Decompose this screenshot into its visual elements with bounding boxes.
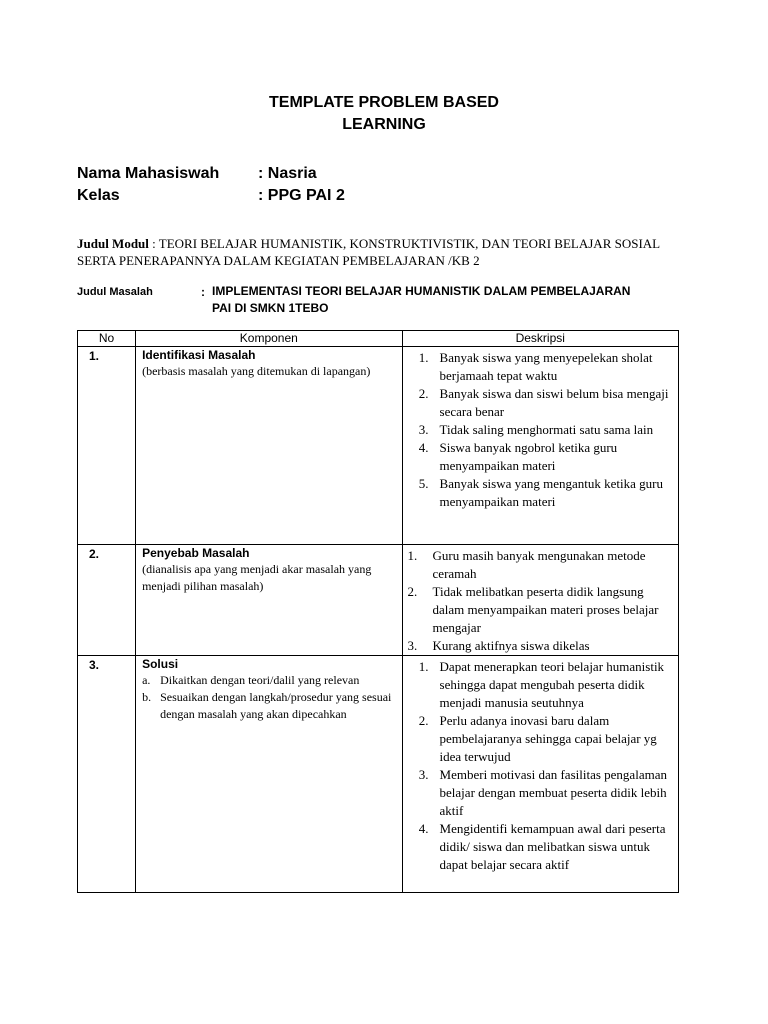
- header-komponen: Komponen: [136, 331, 402, 347]
- komponen-title: Penyebab Masalah: [142, 546, 250, 560]
- komponen-list: [142, 672, 397, 723]
- komponen-subtitle: (dianalisis apa yang menjadi akar masalah yang menjadi pilihan masalah): [142, 562, 372, 593]
- problem-title-label: Judul Masalah: [77, 286, 153, 298]
- header-deskripsi: Deskripsi: [402, 331, 678, 347]
- document-title-line1: TEMPLATE PROBLEM BASED: [269, 94, 499, 111]
- list-item: 5. Banyak siswa yang mengantuk ketika guru menyampaikan materi: [418, 476, 664, 509]
- deskripsi-cell: [402, 347, 678, 545]
- list-item: 4. Siswa banyak ngobrol ketika guru menyampaikan materi: [418, 440, 618, 473]
- module-title-text: : TEORI BELAJAR HUMANISTIK, KONSTRUKTIVISTIK, DAN TEORI BELAJAR SOSIAL SERTA PENERAPANNYA DALAM KEGIATAN PEMBELAJARAN /KB 2: [77, 236, 660, 268]
- student-name-value: : Nasria: [258, 165, 317, 182]
- list-item: 2. Banyak siswa dan siswi belum bisa mengaji secara benar: [418, 386, 669, 419]
- list-item: b. Sesuaikan dengan langkah/prosedur yang sesuai dengan masalah yang akan dipecahkan: [142, 690, 392, 721]
- deskripsi-list: [407, 658, 676, 874]
- deskripsi-list: [407, 547, 676, 655]
- problem-title-text: IMPLEMENTASI TEORI BELAJAR HUMANISTIK DALAM PEMBELAJARAN PAI DI SMKN 1TEBO: [212, 284, 631, 315]
- komponen-cell: [136, 656, 402, 893]
- list-item: 2. Perlu adanya inovasi baru dalam pembelajaranya sehingga capai belajar yg idea terwujud: [418, 713, 657, 764]
- list-item: 1. Dapat menerapkan teori belajar humanistik sehingga dapat mengubah peserta didik menjadi manusia seutuhnya: [418, 659, 665, 710]
- module-title: [77, 235, 687, 269]
- class-label: Kelas: [77, 187, 120, 204]
- table-row: [78, 347, 679, 545]
- row-number: 1.: [78, 347, 136, 545]
- komponen-subtitle: (berbasis masalah yang ditemukan di lapangan): [142, 364, 371, 378]
- table-header-row: [78, 331, 679, 347]
- list-item: 4. Mengidentifi kemampuan awal dari peserta didik/ siswa dan melibatkan siswa untuk dapat belajar secara aktif: [418, 821, 666, 872]
- list-item: a. Dikaitkan dengan teori/dalil yang relevan: [142, 673, 360, 687]
- class-row: [77, 186, 345, 206]
- pbl-table: [77, 330, 679, 893]
- deskripsi-cell: [402, 545, 678, 656]
- komponen-title: Identifikasi Masalah: [142, 348, 256, 362]
- class-value: : PPG PAI 2: [258, 187, 345, 204]
- komponen-title: Solusi: [142, 657, 179, 671]
- row-number: 2.: [78, 545, 136, 656]
- list-item: 1. Banyak siswa yang menyepelekan sholat berjamaah tepat waktu: [418, 350, 653, 383]
- problem-title-colon: :: [201, 285, 205, 299]
- list-item: 3. Memberi motivasi dan fasilitas pengalaman belajar dengan membuat peserta didik lebih aktif: [418, 767, 667, 818]
- komponen-cell: [136, 347, 402, 545]
- list-item: 3. Kurang aktifnya siswa dikelas: [407, 638, 590, 653]
- komponen-cell: [136, 545, 402, 656]
- deskripsi-list: [407, 349, 676, 511]
- student-name-row: [77, 164, 317, 184]
- document-title-line2: LEARNING: [342, 116, 426, 133]
- table-row: [78, 545, 679, 656]
- student-name-label: Nama Mahasiswah: [77, 165, 220, 182]
- deskripsi-cell: [402, 656, 678, 893]
- row-number: 3.: [78, 656, 136, 893]
- module-title-label: Judul Modul: [77, 236, 149, 251]
- list-item: 3. Tidak saling menghormati satu sama lain: [418, 422, 654, 437]
- list-item: 1. Guru masih banyak mengunakan metode ceramah: [407, 548, 646, 581]
- list-item: 2. Tidak melibatkan peserta didik langsung dalam menyampaikan materi proses belajar mengajar: [407, 584, 659, 635]
- header-no: No: [78, 331, 136, 347]
- table-row: [78, 656, 679, 893]
